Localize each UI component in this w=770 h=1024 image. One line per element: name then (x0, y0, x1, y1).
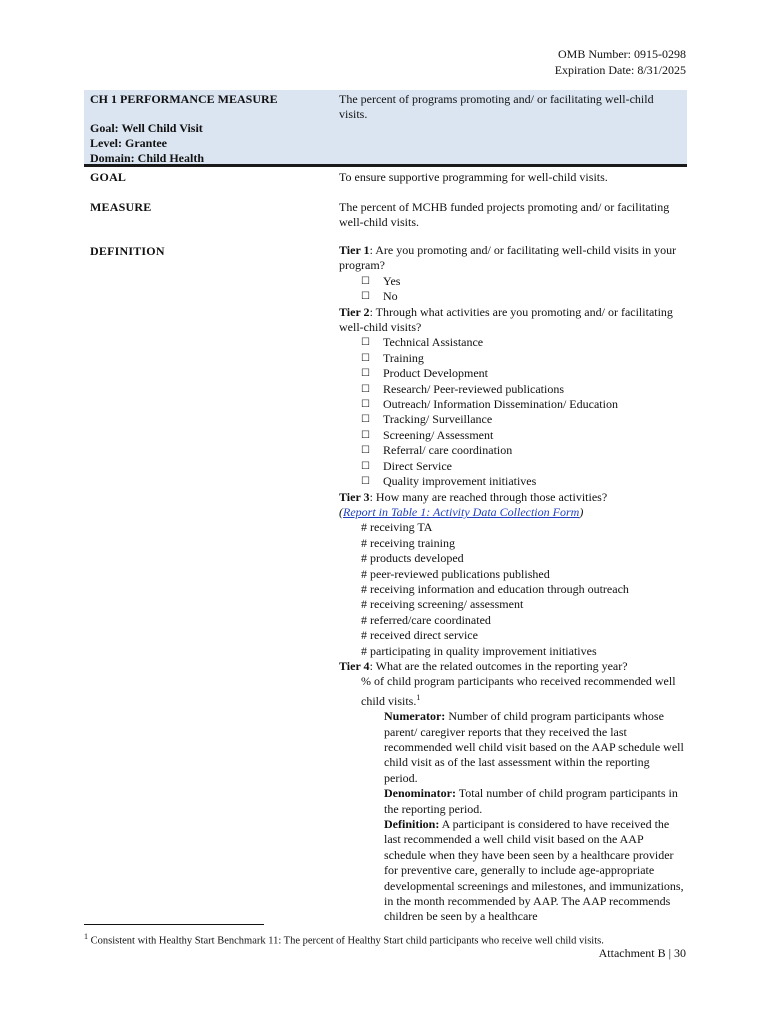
tier3-link-line (339, 505, 684, 520)
tier1-text: : Are you promoting and/ or facilitating well-child visits in your program? (339, 243, 677, 273)
header-domain: Domain: Child Health (90, 151, 205, 165)
activity-form-link[interactable]: Report in Table 1: Activity Data Collection Form (343, 504, 580, 519)
tier2-text: : Through what activities are you promoting and/ or facilitating well-child visits? (339, 304, 673, 335)
measure-header (84, 90, 687, 167)
definition-label: DEFINITION (90, 244, 165, 258)
list-item: # participating in quality improvement initiatives (361, 643, 597, 658)
checkbox-option[interactable] (339, 428, 684, 443)
checkbox-icon[interactable]: ☐ (361, 352, 370, 364)
checkbox-icon[interactable]: ☐ (361, 460, 370, 472)
numerator-text: Number of child program participants whose parent/ caregiver reports that they received the last recommended well child visit based on the AAP schedule well child visit as of the last assessment within the reporting period. (384, 709, 684, 785)
checkbox-option[interactable] (339, 443, 684, 458)
tier4-percent (339, 674, 684, 709)
footnote-ref: 1 (416, 692, 421, 702)
tier1-label: Tier 1 (339, 243, 370, 257)
checkbox-icon[interactable]: ☐ (361, 291, 370, 303)
checkbox-option[interactable] (339, 459, 684, 474)
checkbox-option[interactable] (339, 474, 684, 489)
option-label: Direct Service (383, 458, 452, 473)
list-item: # receiving training (361, 535, 455, 550)
tier4 (339, 659, 684, 674)
checkbox-option[interactable] (339, 397, 684, 412)
checkbox-icon[interactable]: ☐ (361, 414, 370, 426)
option-label: Technical Assistance (383, 335, 484, 350)
omb-number: OMB Number: 0915-0298 (558, 47, 686, 61)
goal-label: GOAL (90, 170, 127, 184)
tier3 (339, 490, 684, 505)
denominator-label: Denominator: (384, 786, 456, 801)
checkbox-option[interactable] (339, 335, 684, 350)
tier4-label: Tier 4 (339, 658, 370, 673)
option-label: Outreach/ Information Dissemination/ Education (383, 397, 618, 412)
checkbox-icon[interactable]: ☐ (361, 429, 370, 441)
tier4-text: : What are the related outcomes in the reporting year? (369, 658, 628, 673)
option-label: Product Development (383, 366, 488, 381)
denominator-text: Total number of child program participants in the reporting period. (384, 786, 678, 816)
checkbox-option[interactable] (339, 366, 684, 381)
checkbox-option[interactable] (339, 289, 684, 304)
footnote (84, 932, 604, 947)
checkbox-option[interactable] (339, 382, 684, 397)
checkbox-icon[interactable]: ☐ (361, 383, 370, 395)
checkbox-icon[interactable]: ☐ (361, 476, 370, 488)
tier2-label: Tier 2 (339, 304, 370, 319)
list-item: # products developed (361, 551, 464, 566)
header-description: The percent of programs promoting and/ or facilitating well-child visits. (339, 92, 654, 121)
close-paren: ) (579, 504, 584, 519)
expiration-date: Expiration Date: 8/31/2025 (554, 63, 686, 77)
footnote-marker: 1 (84, 932, 88, 941)
list-item: # peer-reviewed publications published (361, 566, 550, 581)
page-footer: Attachment B | 30 (598, 946, 686, 960)
omb-info (555, 46, 686, 78)
option-label: Screening/ Assessment (383, 427, 494, 442)
option-label: Yes (383, 273, 401, 288)
header-left (90, 92, 278, 166)
participant-definition (339, 817, 684, 925)
tier2 (339, 305, 684, 336)
checkbox-icon[interactable]: ☐ (361, 337, 370, 349)
option-label: No (383, 289, 398, 304)
footnote-text: Consistent with Healthy Start Benchmark 11: The percent of Healthy Start child participants who receive well child visits. (88, 935, 604, 947)
footnote-divider (84, 924, 264, 925)
denominator (339, 786, 684, 817)
checkbox-icon[interactable]: ☐ (361, 445, 370, 457)
option-label: Tracking/ Surveillance (383, 412, 493, 427)
tier3-text: : How many are reached through those activities? (369, 489, 608, 504)
list-item: # receiving information and education through outreach (361, 581, 629, 596)
participant-definition-text: A participant is considered to have received the last recommended a well child visit based on the AAP schedule when they have been seen by a healthcare provider for preventive care, generally to include age-appropriate developmental screenings and milestones, and immunizations, in the month recommended by AAP. The AAP recommends children be seen by a healthcare (384, 817, 684, 924)
option-label: Research/ Peer-reviewed publications (383, 381, 565, 396)
checkbox-option[interactable] (339, 412, 684, 427)
checkbox-icon[interactable]: ☐ (361, 275, 370, 287)
participant-definition-label: Definition: (384, 817, 440, 832)
definition-body (339, 243, 684, 925)
checkbox-option[interactable] (339, 274, 684, 289)
checkbox-icon[interactable]: ☐ (361, 399, 370, 411)
header-title: CH 1 PERFORMANCE MEASURE (90, 92, 278, 106)
numerator-label: Numerator: (384, 709, 446, 724)
option-label: Quality improvement initiatives (383, 474, 537, 489)
numerator (339, 709, 684, 786)
measure-text: The percent of MCHB funded projects promoting and/ or facilitating well-child visits. (339, 200, 670, 230)
option-label: Training (383, 350, 424, 365)
goal-text: To ensure supportive programming for well-child visits. (339, 170, 608, 184)
open-paren: ( (339, 504, 343, 519)
list-item: # receiving TA (361, 520, 433, 535)
checkbox-option[interactable] (339, 351, 684, 366)
measure-label: MEASURE (90, 200, 152, 214)
list-item: # received direct service (361, 628, 478, 643)
list-item: # receiving screening/ assessment (361, 597, 524, 612)
tier3-label: Tier 3 (339, 489, 370, 504)
tier1 (339, 243, 684, 274)
checkbox-icon[interactable]: ☐ (361, 368, 370, 380)
percent-text: % of child program participants who received recommended well child visits. (361, 674, 676, 708)
list-item: # referred/care coordinated (361, 612, 491, 627)
header-level: Level: Grantee (90, 136, 167, 150)
option-label: Referral/ care coordination (383, 443, 513, 458)
header-goal: Goal: Well Child Visit (90, 121, 203, 135)
